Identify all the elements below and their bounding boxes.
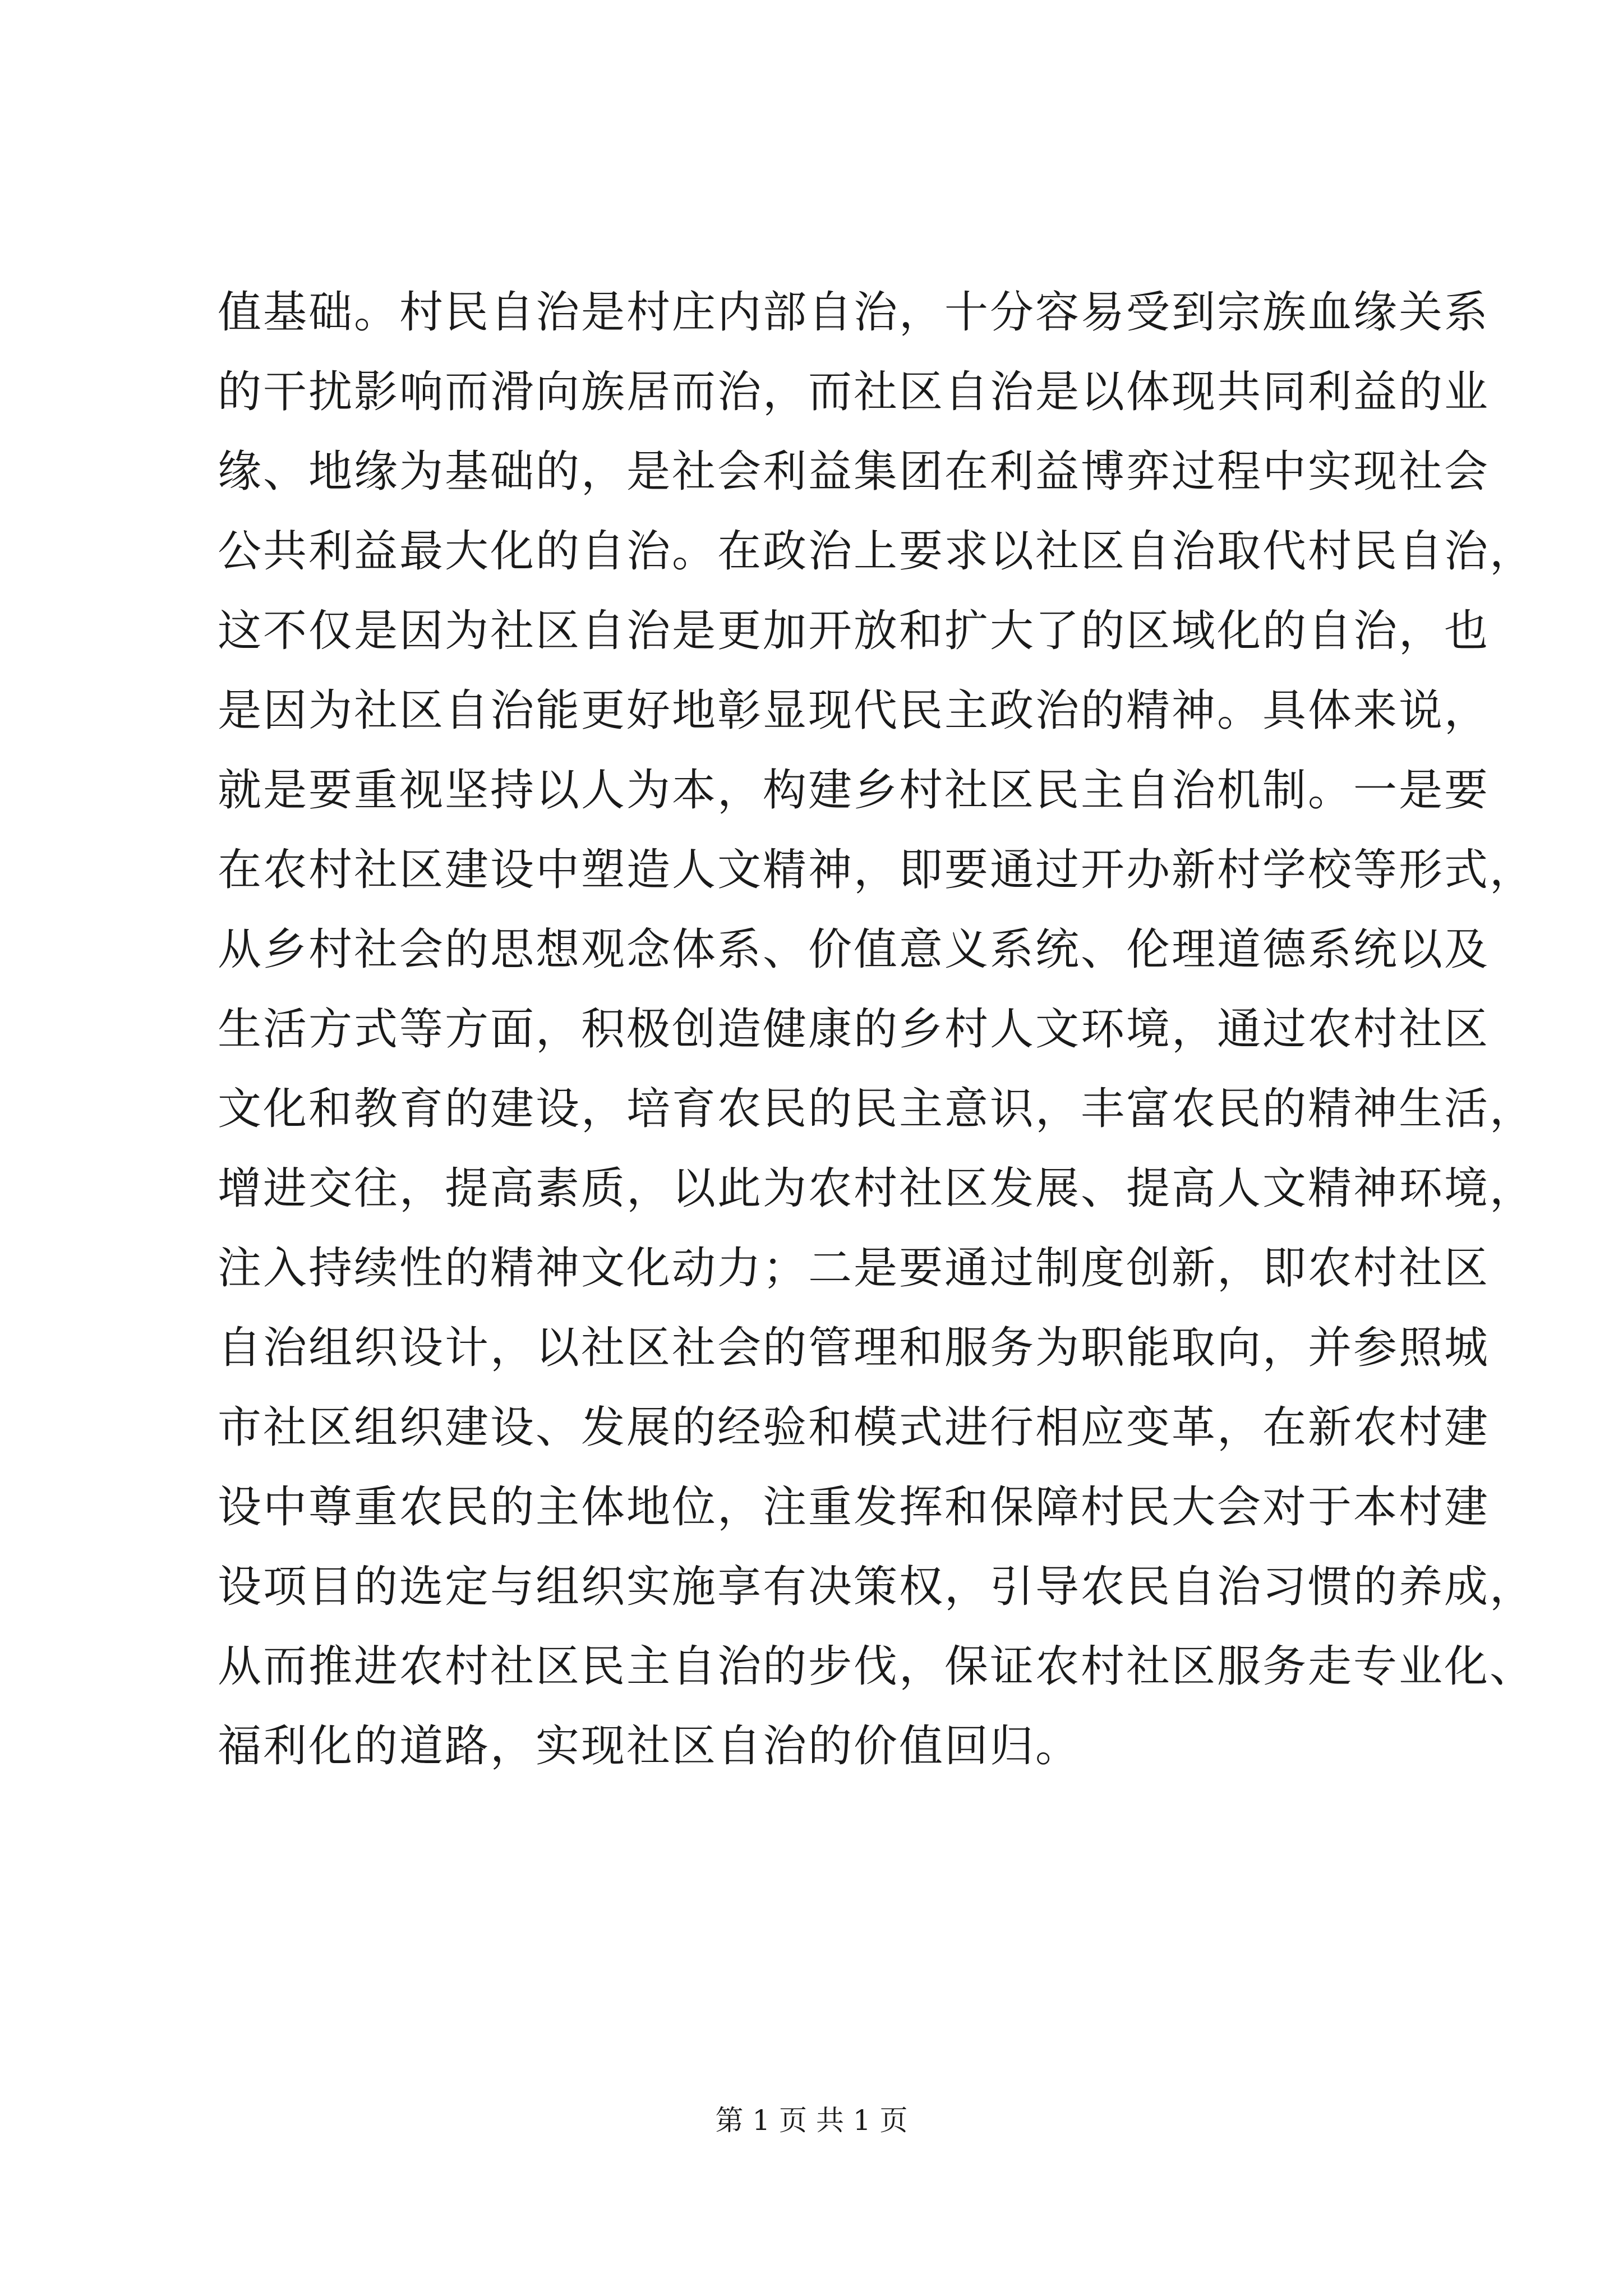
text-line: 生活方式等方面，积极创造健康的乡村人文环境，通过农村社区 <box>218 1004 1490 1055</box>
text-line: 的干扰影响而滑向族居而治，而社区自治是以体现共同利益的业 <box>218 367 1490 417</box>
text-line: 设项目的选定与组织实施享有决策权，引导农民自治习惯的养成， <box>218 1562 1536 1612</box>
text-line: 从而推进农村社区民主自治的步伐，保证农村社区服务走专业化、 <box>218 1641 1536 1692</box>
text-line: 福利化的道路，实现社区自治的价值回归。 <box>218 1721 1081 1772</box>
page-number-footer: 第 1 页 共 1 页 <box>715 2104 908 2137</box>
text-line: 是因为社区自治能更好地彰显现代民主政治的精神。具体来说， <box>218 685 1490 736</box>
text-line: 缘、地缘为基础的，是社会利益集团在利益博弈过程中实现社会 <box>218 447 1490 497</box>
text-line: 就是要重视坚持以人为本，构建乡村社区民主自治机制。一是要 <box>218 765 1490 816</box>
body-paragraph <box>218 273 1536 1786</box>
text-line: 市社区组织建设、发展的经验和模式进行相应变革，在新农村建 <box>218 1402 1490 1453</box>
text-line: 注入持续性的精神文化动力；二是要通过制度创新，即农村社区 <box>218 1243 1490 1294</box>
text-line: 公共利益最大化的自治。在政治上要求以社区自治取代村民自治， <box>218 526 1536 577</box>
text-line: 值基础。村民自治是村庄内部自治，十分容易受到宗族血缘关系 <box>218 287 1490 338</box>
text-line: 文化和教育的建设，培育农民的民主意识，丰富农民的精神生活， <box>218 1084 1536 1134</box>
text-line: 设中尊重农民的主体地位，注重发挥和保障村民大会对于本村建 <box>218 1482 1490 1533</box>
text-line: 在农村社区建设中塑造人文精神，即要通过开办新村学校等形式， <box>218 845 1536 895</box>
text-line: 自治组织设计，以社区社会的管理和服务为职能取向，并参照城 <box>218 1323 1490 1373</box>
text-line: 这不仅是因为社区自治是更加开放和扩大了的区域化的自治，也 <box>218 606 1490 656</box>
text-line: 增进交往，提高素质，以此为农村社区发展、提高人文精神环境， <box>218 1163 1536 1214</box>
text-line: 从乡村社会的思想观念体系、价值意义系统、伦理道德系统以及 <box>218 924 1490 975</box>
